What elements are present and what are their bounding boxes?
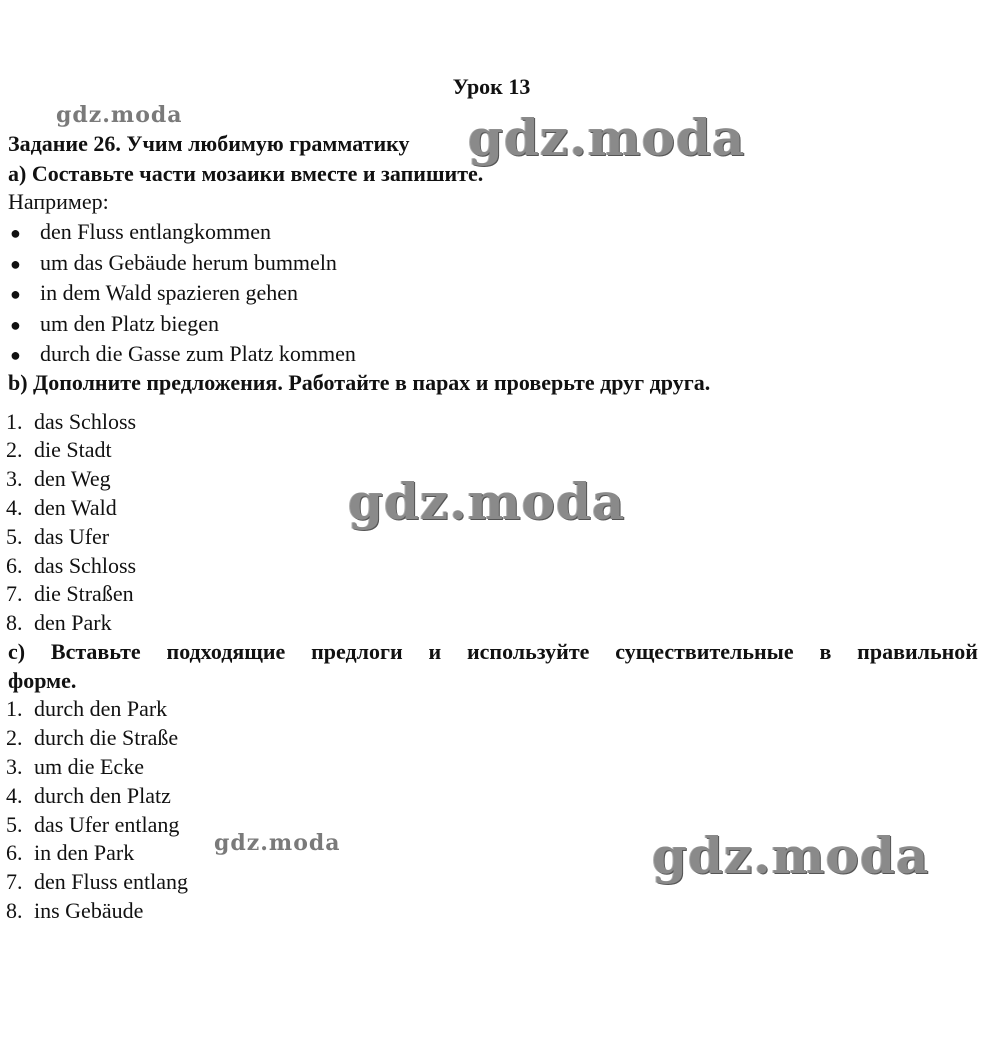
bullet-icon: ● (10, 315, 21, 335)
list-item: 4. durch den Platz (6, 783, 171, 808)
bullet-icon: ● (10, 223, 21, 243)
bullet-icon: ● (10, 284, 21, 304)
bullet-icon: ● (10, 254, 21, 274)
list-item: 5. das Ufer (6, 524, 110, 549)
list-item: 8. ins Gebäude (6, 898, 144, 923)
list-item: ● durch die Gasse zum Platz kommen (8, 340, 356, 369)
list-item: 6. das Schloss (6, 553, 137, 578)
list-item: 1. das Schloss (6, 409, 137, 434)
watermark-logo: gdz.moda (348, 472, 626, 531)
list-item: ● um den Platz biegen (8, 310, 219, 339)
list-item: 4. den Wald (6, 495, 117, 520)
task-title: Задание 26. Учим любимую грамматику (8, 131, 410, 156)
list-item: 2. die Stadt (6, 437, 112, 462)
part-b-heading: b) Дополните предложения. Работайте в парах и проверьте друг друга. (8, 370, 711, 395)
list-item: 7. die Straßen (6, 581, 134, 606)
bullet-icon: ● (10, 345, 21, 365)
list-item: ● in dem Wald spazieren gehen (8, 279, 298, 308)
part-a-intro: Например: (8, 189, 109, 214)
watermark-logo: gdz.moda (214, 830, 341, 856)
part-c-heading: с) Вставьте подходящие предлоги и используйте существительные в правильной (8, 639, 978, 664)
list-item: 2. durch die Straße (6, 725, 179, 750)
list-item: ● um das Gebäude herum bummeln (8, 249, 337, 278)
lesson-title: Урок 13 (452, 74, 531, 99)
list-item: 8. den Park (6, 610, 112, 635)
list-item: 7. den Fluss entlang (6, 869, 188, 894)
list-item: ● den Fluss entlangkommen (8, 218, 271, 247)
list-item: 6. in den Park (6, 840, 135, 865)
part-c-heading-continued: форме. (8, 668, 77, 693)
watermark-logo: gdz.moda (652, 826, 930, 885)
watermark-logo: gdz.moda (468, 108, 746, 167)
part-a-heading: a) Составьте части мозаики вместе и запишите. (8, 161, 484, 186)
list-item: 1. durch den Park (6, 696, 168, 721)
watermark-logo: gdz.moda (56, 102, 183, 128)
list-item: 5. das Ufer entlang (6, 812, 180, 837)
list-item: 3. den Weg (6, 466, 111, 491)
list-item: 3. um die Ecke (6, 754, 144, 779)
